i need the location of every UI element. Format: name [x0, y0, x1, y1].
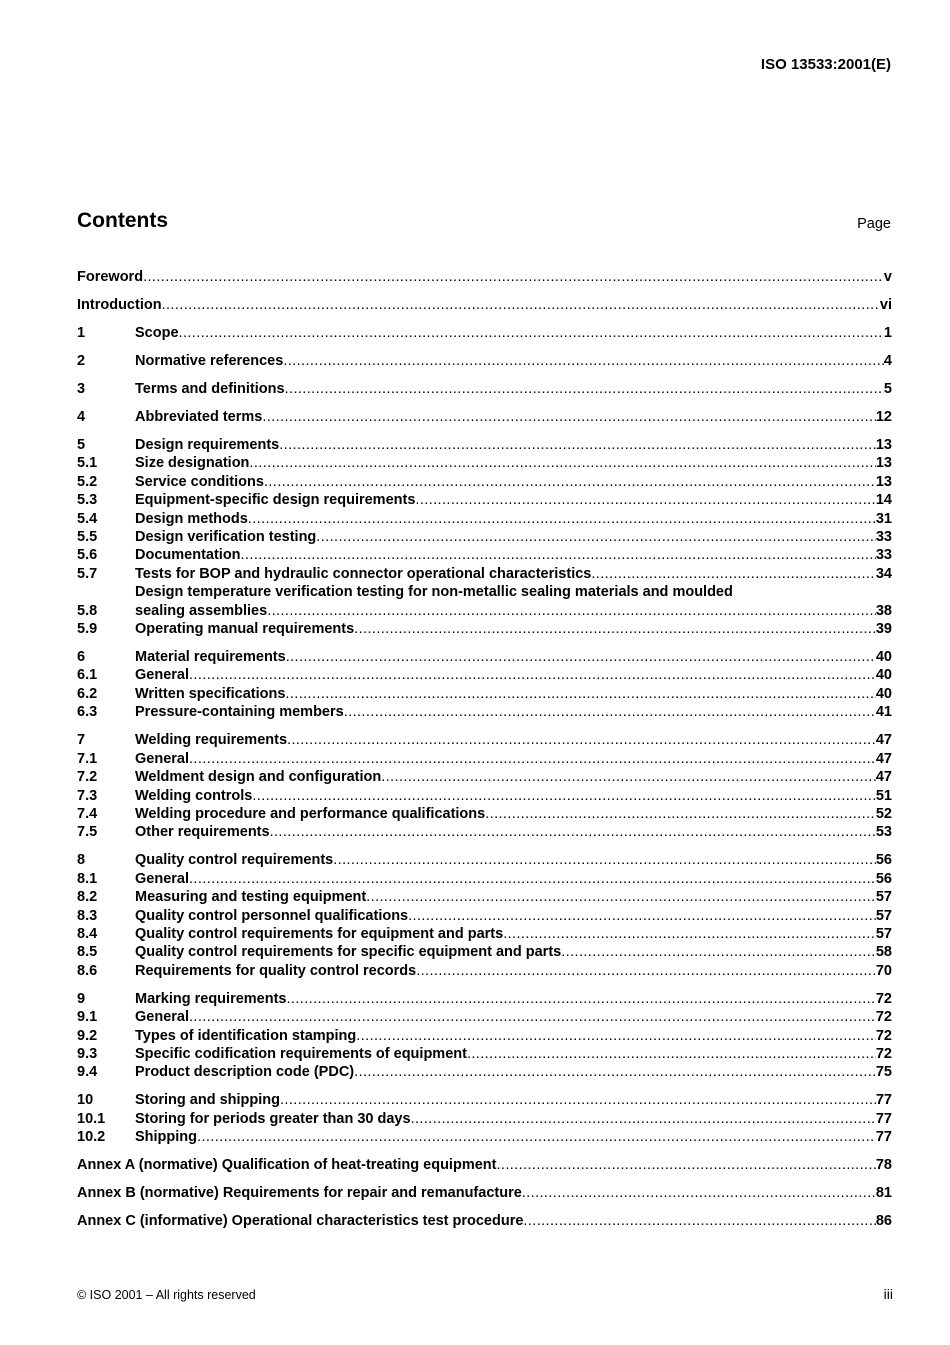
toc-entry-number: 9	[77, 990, 86, 1007]
toc-entry-title-wrap	[135, 823, 876, 841]
dot-leader	[561, 943, 876, 961]
toc-entry[interactable]	[77, 1184, 892, 1202]
toc-entry-page: 13	[875, 473, 892, 490]
dot-leader	[523, 1212, 875, 1230]
toc-entry-number: 8.2	[77, 889, 98, 906]
dot-leader	[408, 907, 876, 925]
dot-leader	[356, 1027, 876, 1045]
toc-entry-page: 77	[875, 1110, 892, 1127]
toc-entry[interactable]	[77, 510, 892, 528]
toc-entry-page: 31	[875, 510, 892, 527]
toc-entry-title: Introduction	[77, 297, 162, 313]
dot-leader	[285, 685, 875, 703]
toc-entry-page: 41	[875, 704, 892, 721]
toc-entry-title-wrap	[135, 1027, 876, 1045]
toc-entry-title: Storing and shipping	[135, 1092, 280, 1109]
dot-leader	[283, 352, 884, 370]
dot-leader	[344, 703, 876, 721]
toc-entry-number: 5.4	[77, 510, 98, 527]
toc-entry-title-wrap	[135, 454, 876, 472]
toc-entry-title: Annex B (normative) Requirements for repair and remanufacture	[77, 1185, 522, 1202]
toc-entry-title: Annex A (normative) Qualification of heat-treating equipment	[77, 1157, 497, 1174]
dot-leader	[496, 1156, 875, 1174]
document-id: ISO 13533:2001(E)	[760, 56, 891, 73]
toc-entry-page: 56	[875, 852, 892, 869]
toc-entry[interactable]	[77, 888, 892, 906]
dot-leader	[503, 925, 876, 943]
toc-entry-title-wrap	[135, 324, 884, 342]
toc-entry-number: 5.5	[77, 529, 98, 546]
dot-leader	[248, 510, 876, 528]
toc-entry-title-wrap	[135, 731, 876, 749]
toc-entry-number: 8.6	[77, 962, 98, 979]
toc-entry-number: 3	[77, 381, 86, 397]
table-of-contents	[77, 268, 892, 1231]
toc-entry-number: 9.4	[77, 1064, 98, 1081]
toc-entry[interactable]	[77, 666, 892, 684]
toc-entry[interactable]	[77, 296, 892, 314]
toc-entry-title-wrap	[77, 1184, 876, 1202]
toc-entry[interactable]	[77, 685, 892, 703]
toc-entry-title-line2	[135, 602, 892, 620]
toc-entry-title-wrap	[135, 491, 876, 509]
toc-entry-title: Other requirements	[135, 824, 270, 841]
toc-entry[interactable]	[77, 907, 892, 925]
toc-entry-page: 12	[875, 409, 892, 425]
toc-entry-page: 75	[875, 1064, 892, 1081]
toc-entry-number: 1	[77, 325, 86, 341]
toc-entry-page: 47	[875, 750, 892, 767]
toc-entry-title-wrap	[135, 528, 876, 546]
toc-entry-title-wrap	[135, 648, 876, 666]
toc-entry-title-wrap	[135, 1091, 876, 1109]
toc-entry-title: Material requirements	[135, 649, 286, 666]
page-number: iii	[883, 1286, 893, 1302]
dot-leader	[285, 380, 884, 398]
toc-entry-title: Quality control personnel qualifications	[135, 907, 409, 924]
toc-entry-number: 9.3	[77, 1045, 98, 1062]
toc-entry-page: 14	[875, 492, 892, 509]
toc-entry-title-wrap	[135, 546, 876, 564]
toc-entry-title: Specific codification requirements of equipment	[135, 1045, 467, 1062]
toc-entry-title: Welding requirements	[135, 732, 288, 749]
toc-entry-title-wrap	[77, 268, 884, 286]
dot-leader	[416, 962, 876, 980]
toc-entry-page: 77	[875, 1092, 892, 1109]
toc-entry-title: Terms and definitions	[135, 381, 285, 397]
toc-entry-title-wrap	[135, 408, 876, 426]
dot-leader	[381, 768, 876, 786]
toc-entry[interactable]	[77, 1128, 892, 1146]
toc-entry-page: 33	[875, 547, 892, 564]
toc-entry-number: 8	[77, 852, 86, 869]
toc-entry-title: Abbreviated terms	[135, 409, 263, 425]
toc-entry[interactable]	[77, 1045, 892, 1063]
toc-entry-title: Requirements for quality control records	[135, 962, 417, 979]
toc-entry-number: 5.2	[77, 473, 98, 490]
toc-entry-title: Scope	[135, 325, 179, 341]
dot-leader	[591, 565, 876, 583]
toc-entry-page: 4	[883, 353, 892, 369]
toc-entry[interactable]	[77, 620, 892, 638]
toc-entry-title: General	[135, 870, 189, 887]
toc-entry-title-wrap	[135, 787, 876, 805]
toc-entry-page: 53	[875, 824, 892, 841]
toc-entry-title-wrap	[135, 1128, 876, 1146]
toc-entry-number: 6	[77, 649, 86, 666]
toc-entry-number: 10	[77, 1092, 94, 1109]
toc-entry-page: 81	[875, 1185, 892, 1202]
toc-entry-title: Shipping	[135, 1129, 198, 1146]
toc-entry-title-wrap	[135, 565, 876, 583]
toc-entry-title-wrap	[77, 296, 880, 314]
toc-entry-page: 72	[875, 1009, 892, 1026]
toc-entry-title-wrap	[135, 1045, 876, 1063]
toc-entry-title: General	[135, 1009, 189, 1026]
dot-leader	[189, 1008, 876, 1026]
toc-entry-page: 38	[875, 602, 892, 619]
toc-entry[interactable]	[77, 380, 892, 398]
toc-entry-title: General	[135, 667, 189, 684]
toc-entry[interactable]	[77, 731, 892, 749]
dot-leader	[143, 268, 884, 286]
toc-entry-title-wrap	[135, 1110, 876, 1128]
toc-entry-title: General	[135, 750, 189, 767]
toc-entry-number: 9.2	[77, 1027, 98, 1044]
toc-entry-title-wrap	[135, 352, 884, 370]
toc-entry-number: 8.3	[77, 907, 98, 924]
dot-leader	[485, 805, 876, 823]
toc-entry-title: Pressure-containing members	[135, 704, 344, 721]
dot-leader	[267, 602, 876, 620]
toc-entry-title-wrap	[135, 1063, 876, 1081]
toc-entry-page: 57	[875, 907, 892, 924]
toc-entry-number: 7.3	[77, 787, 98, 804]
toc-entry-number: 7	[77, 732, 86, 749]
toc-entry-title: Operating manual requirements	[135, 621, 355, 638]
dot-leader	[354, 1063, 876, 1081]
dot-leader	[279, 436, 876, 454]
toc-entry-page: 40	[875, 649, 892, 666]
page-column-label: Page	[857, 216, 891, 232]
toc-entry-number: 8.5	[77, 944, 98, 961]
toc-entry-page: 13	[875, 455, 892, 472]
toc-entry-title-wrap	[135, 870, 876, 888]
toc-entry-title-wrap	[77, 1212, 876, 1230]
toc-entry-page: v	[883, 269, 892, 285]
toc-entry-title: Written specifications	[135, 685, 286, 702]
toc-entry-number: 4	[77, 409, 86, 425]
copyright-notice: © ISO 2001 – All rights reserved	[77, 1288, 256, 1302]
toc-entry-title-wrap	[135, 685, 876, 703]
toc-entry-title: Design temperature verification testing for non-metallic sealing materials and moulded	[135, 584, 733, 601]
toc-entry-title-wrap	[135, 925, 876, 943]
toc-entry-page: 70	[875, 962, 892, 979]
toc-entry-title-wrap	[135, 907, 876, 925]
toc-entry[interactable]	[77, 851, 892, 869]
toc-entry-number: 8.1	[77, 870, 98, 887]
toc-entry-page: 51	[875, 787, 892, 804]
toc-entry[interactable]	[77, 324, 892, 342]
toc-entry-title: Storing for periods greater than 30 days	[135, 1110, 411, 1127]
toc-entry[interactable]	[77, 1156, 892, 1174]
dot-leader	[411, 1110, 876, 1128]
toc-entry[interactable]	[77, 703, 892, 721]
toc-entry-title: Product description code (PDC)	[135, 1064, 355, 1081]
toc-entry-page: 13	[875, 437, 892, 453]
toc-entry[interactable]	[77, 528, 892, 546]
toc-entry-title: Types of identification stamping	[135, 1027, 357, 1044]
toc-entry[interactable]	[77, 925, 892, 943]
toc-entry[interactable]	[77, 268, 892, 286]
toc-entry[interactable]	[77, 648, 892, 666]
toc-entry[interactable]	[77, 1212, 892, 1230]
dot-leader	[197, 1128, 876, 1146]
toc-entry-number: 7.1	[77, 750, 98, 767]
toc-entry-title: Marking requirements	[135, 990, 287, 1007]
toc-entry-title: Equipment-specific design requirements	[135, 492, 416, 509]
dot-leader	[270, 823, 876, 841]
toc-entry-title-wrap	[135, 750, 876, 768]
dot-leader	[316, 528, 876, 546]
toc-entry-title: Design requirements	[135, 437, 280, 453]
toc-entry[interactable]	[77, 870, 892, 888]
toc-entry-number: 5.1	[77, 455, 98, 472]
toc-entry[interactable]	[77, 1110, 892, 1128]
toc-entry-title: Size designation	[135, 455, 250, 472]
toc-entry-title: Normative references	[135, 353, 284, 369]
toc-entry-page: 34	[875, 565, 892, 582]
toc-entry-title-wrap	[135, 510, 876, 528]
dot-leader	[354, 620, 876, 638]
toc-entry-title: Design verification testing	[135, 529, 317, 546]
toc-entry[interactable]	[77, 1027, 892, 1045]
toc-entry-page: 39	[875, 621, 892, 638]
toc-entry-title: Measuring and testing equipment	[135, 889, 367, 906]
toc-entry-page: 1	[883, 325, 892, 341]
toc-entry-title: Quality control requirements for equipment and parts	[135, 925, 504, 942]
toc-entry-page: 57	[875, 925, 892, 942]
dot-leader	[522, 1184, 876, 1202]
toc-entry-title: Quality control requirements for specific equipment and parts	[135, 944, 562, 961]
dot-leader	[189, 750, 876, 768]
toc-entry-title-wrap	[135, 851, 876, 869]
toc-entry[interactable]	[77, 546, 892, 564]
toc-entry-number: 5.8	[77, 602, 98, 619]
toc-entry[interactable]	[77, 823, 892, 841]
dot-leader	[467, 1045, 876, 1063]
toc-entry-page: 5	[883, 381, 892, 397]
toc-entry-title-wrap	[135, 620, 876, 638]
toc-entry[interactable]	[77, 962, 892, 980]
toc-entry-page: 40	[875, 667, 892, 684]
toc-entry-number: 10.1	[77, 1110, 106, 1127]
toc-entry-title-continuation: sealing assemblies	[135, 602, 268, 619]
toc-entry-title-wrap	[135, 888, 876, 906]
dot-leader	[415, 491, 875, 509]
toc-entry-title: Documentation	[135, 547, 241, 564]
toc-entry-number: 5	[77, 437, 86, 453]
dot-leader	[189, 870, 876, 888]
toc-entry-number: 10.2	[77, 1129, 106, 1146]
toc-entry-title: Quality control requirements	[135, 852, 334, 869]
dot-leader	[189, 666, 876, 684]
dot-leader	[366, 888, 876, 906]
toc-entry-title: Foreword	[77, 269, 144, 285]
toc-entry-page: 52	[875, 805, 892, 822]
toc-entry-title-wrap	[135, 768, 876, 786]
dot-leader	[286, 648, 876, 666]
dot-leader	[262, 408, 876, 426]
toc-entry[interactable]	[77, 491, 892, 509]
dot-leader	[252, 787, 876, 805]
toc-entry-page: 56	[875, 870, 892, 887]
toc-entry-page: 78	[875, 1157, 892, 1174]
toc-entry[interactable]	[77, 454, 892, 472]
dot-leader	[264, 473, 876, 491]
toc-entry-number: 2	[77, 353, 86, 369]
toc-entry-title-wrap	[135, 943, 876, 961]
toc-entry-number: 6.1	[77, 667, 98, 684]
toc-entry-number: 7.4	[77, 805, 98, 822]
toc-entry-number: 7.5	[77, 824, 98, 841]
toc-entry-title-wrap	[135, 436, 876, 454]
dot-leader	[162, 296, 880, 314]
contents-title: Contents	[77, 209, 168, 232]
toc-entry[interactable]	[77, 436, 892, 454]
toc-entry-number: 7.2	[77, 769, 98, 786]
toc-entry-title-wrap	[135, 473, 876, 491]
dot-leader	[287, 990, 876, 1008]
toc-entry-title-wrap	[135, 1008, 876, 1026]
toc-entry-page: 47	[875, 732, 892, 749]
toc-entry-number: 6.3	[77, 704, 98, 721]
toc-entry-page: 33	[875, 529, 892, 546]
toc-entry-title-wrap	[135, 805, 876, 823]
toc-entry[interactable]	[77, 583, 892, 620]
toc-entry[interactable]	[77, 565, 892, 583]
toc-entry-title-wrap	[135, 962, 876, 980]
toc-entry-page: 47	[875, 769, 892, 786]
toc-entry[interactable]	[77, 1063, 892, 1081]
toc-entry-title-wrap	[135, 990, 876, 1008]
toc-entry-number: 5.9	[77, 621, 98, 638]
toc-entry-page: vi	[879, 297, 892, 313]
toc-entry[interactable]	[77, 750, 892, 768]
toc-entry[interactable]	[77, 473, 892, 491]
toc-entry-page: 40	[875, 685, 892, 702]
toc-entry-title: Design methods	[135, 510, 248, 527]
dot-leader	[333, 851, 876, 869]
toc-entry-title: Tests for BOP and hydraulic connector operational characteristics	[135, 565, 592, 582]
dot-leader	[249, 454, 875, 472]
dot-leader	[179, 324, 884, 342]
toc-entry-title-wrap	[77, 1156, 876, 1174]
toc-entry-page: 72	[875, 990, 892, 1007]
toc-entry[interactable]	[77, 805, 892, 823]
toc-entry-title: Annex C (informative) Operational characteristics test procedure	[77, 1213, 524, 1230]
toc-entry-page: 57	[875, 889, 892, 906]
toc-entry-number: 5.3	[77, 492, 98, 509]
dot-leader	[287, 731, 876, 749]
toc-entry[interactable]	[77, 787, 892, 805]
toc-entry-page: 72	[875, 1045, 892, 1062]
toc-entry-title: Welding procedure and performance qualifications	[135, 805, 486, 822]
toc-entry-page: 77	[875, 1129, 892, 1146]
toc-entry-number: 5.6	[77, 547, 98, 564]
dot-leader	[241, 546, 876, 564]
toc-entry-title: Weldment design and configuration	[135, 769, 382, 786]
toc-entry-page: 86	[875, 1213, 892, 1230]
toc-entry-title: Welding controls	[135, 787, 253, 804]
toc-entry[interactable]	[77, 990, 892, 1008]
toc-entry-page: 72	[875, 1027, 892, 1044]
toc-entry[interactable]	[77, 352, 892, 370]
toc-entry-number: 6.2	[77, 685, 98, 702]
toc-entry-number: 9.1	[77, 1009, 98, 1026]
dot-leader	[280, 1091, 876, 1109]
toc-entry[interactable]	[77, 408, 892, 426]
toc-entry-title: Service conditions	[135, 473, 264, 490]
toc-entry-title-wrap	[135, 583, 892, 620]
toc-entry-number: 5.7	[77, 565, 98, 582]
toc-entry-title-wrap	[135, 703, 876, 721]
toc-entry-title-wrap	[135, 666, 876, 684]
toc-entry-page: 58	[875, 944, 892, 961]
toc-entry-number: 8.4	[77, 925, 98, 942]
toc-entry[interactable]	[77, 943, 892, 961]
toc-entry[interactable]	[77, 1091, 892, 1109]
toc-entry[interactable]	[77, 1008, 892, 1026]
toc-entry[interactable]	[77, 768, 892, 786]
toc-entry-title-wrap	[135, 380, 884, 398]
